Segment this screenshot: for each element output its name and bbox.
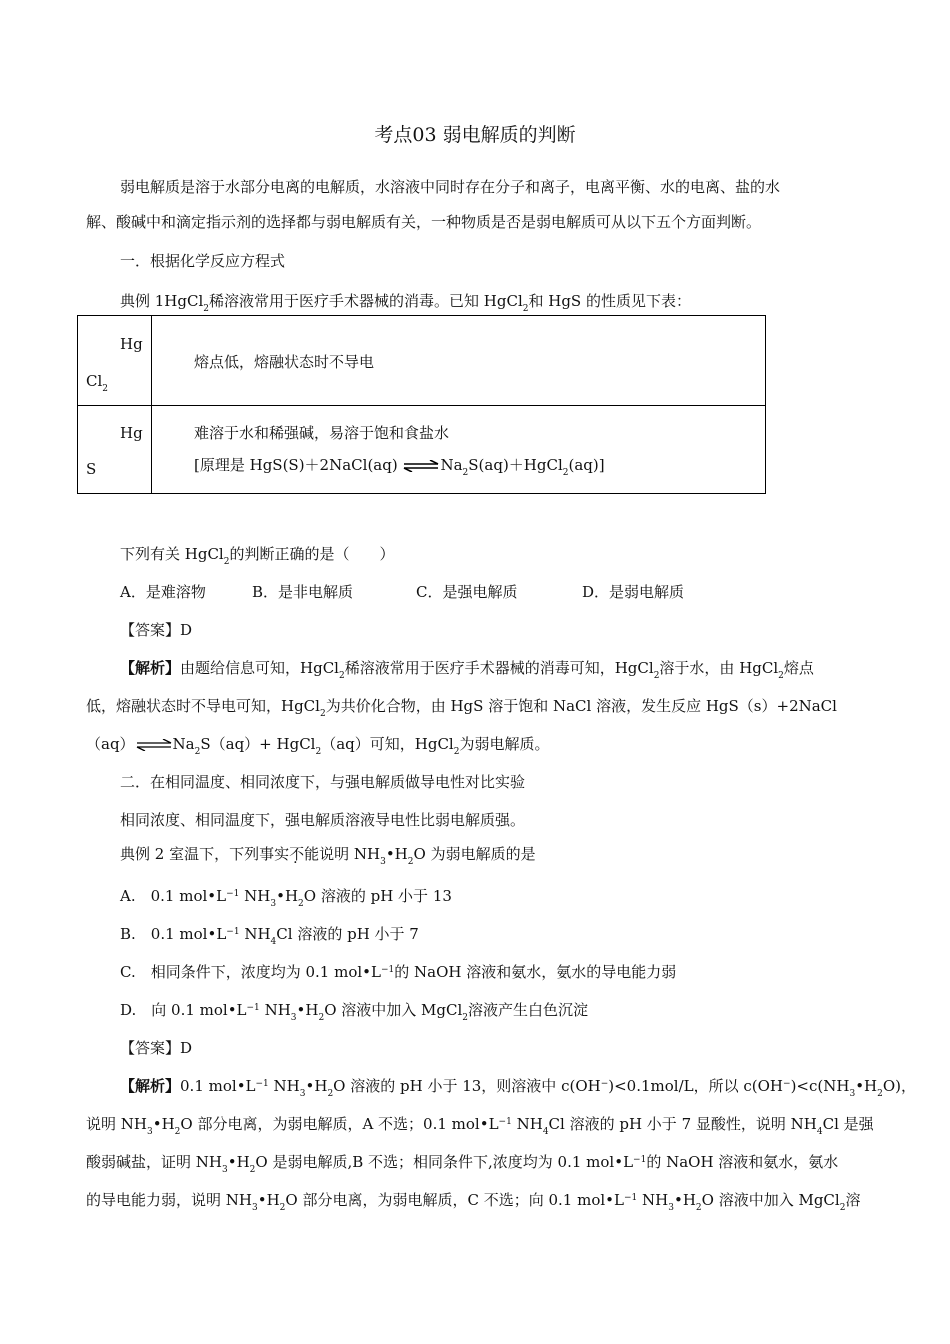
question2-option-c: C. 相同条件下，浓度均为 0.1 $mol•L^{-1}$的 NaOH 溶液和氨水，氨水的导电能力弱 [120,963,677,981]
question1-answer: 【答案】D [120,621,193,639]
question2-option-d: D. 向 0.1 $mol•L^{-1}$ $NH_3•H_2O$ 溶液中加入 MgCl$_2$溶液产生白色沉淀 [120,1001,589,1023]
question1-explanation-line2: 低，熔融状态时不导电可知，HgCl$_2$为共价化合物，由 HgS 溶于饱和 NaCl 溶液，发生反应 HgS（s）+2NaCl [86,697,837,719]
section1-heading: 一．根据化学反应方程式 [120,252,286,270]
property-table [77,315,766,494]
question2-explanation-line4: 的导电能力弱，说明 $NH_3•H_2O$ 部分电离，为弱电解质，C 不选；向 0.1 $mol•L^{-1}$ $NH_3•H_2O$ 溶液中加入 MgCl$_2$溶 [86,1191,861,1213]
substance-cell-hgcl2: Hg $Cl_2$ [78,316,152,406]
question1-explanation-line1: 【解析】由题给信息可知，HgCl$_2$稀溶液常用于医疗手术器械的消毒可知，HgCl$_2$溶于水，由 HgCl$_2$熔点 [120,659,814,681]
question1-option-a: A．是难溶物 [120,583,206,601]
table-row-hgcl2 [78,316,766,406]
section2-heading: 二．在相同温度、相同浓度下，与强电解质做导电性对比实验 [120,773,526,791]
table-row-hgs [78,406,766,494]
substance-cell-hgs: Hg S [78,406,152,494]
question1-stem: 下列有关 HgCl$_2$的判断正确的是（ ） [120,545,395,567]
example1-intro: 典例 1HgCl$_2$稀溶液常用于医疗手术器械的消毒。已知 HgCl$_2$和 HgS 的性质见下表： [120,292,691,314]
page-title: 考点03 弱电解质的判断 [374,124,576,146]
intro-line-2: 解、酸碱中和滴定指示剂的选择都与弱电解质有关，一种物质是否是弱电解质可从以下五个方面判断。 [86,213,762,231]
question2-stem: 典例 2 室温下，下列事实不能说明 $NH_3•H_2O$ 为弱电解质的是 [120,845,536,867]
intro-line-1: 弱电解质是溶于水部分电离的电解质，水溶液中同时存在分子和离子，电离平衡、水的电离、盐的水 [120,178,781,196]
question1-option-d: D．是弱电解质 [582,583,685,601]
section2-text: 相同浓度、相同温度下，强电解质溶液导电性比弱电解质强。 [120,811,526,829]
question1-option-c: C．是强电解质 [416,583,518,601]
question1-explanation-line3: （aq） $Na_2S(aq)+$ HgCl$_2$（aq）可知，HgCl$_2$为弱电解质。 [86,735,550,757]
question2-explanation-line3: 酸弱碱盐，证明 $NH_3•H_2O$ 是弱电解质,B 不选；相同条件下,浓度均为 0.1 $mol•L^{-1}$的 NaOH 溶液和氨水，氨水 [86,1153,839,1175]
question1-option-b: B．是非电解质 [252,583,354,601]
question2-answer: 【答案】D [120,1039,193,1057]
reaction-equation: [原理是 HgS(S)＋2NaCl(aq) $Na_2S(aq)+HgCl_2(aq)$] [194,456,605,478]
property-cell-hgcl2: 熔点低，熔融状态时不导电 [152,316,766,406]
question2-option-a: A. 0.1 $mol•L^{-1}$ $NH_3•H_2O$ 溶液的 pH 小于 13 [120,887,452,909]
property-cell-hgs: 难溶于水和稀强碱，易溶于饱和食盐水 [原理是 HgS(S)＋2NaCl(aq) $Na_2S(aq)+HgCl_2(aq)$] [152,406,766,494]
question2-explanation-line2: 说明 $NH_3•H_2O$ 部分电离，为弱电解质，A 不选；0.1 $mol•L^{-1}$ $NH_4Cl$ 溶液的 pH 小于 7 显酸性，说明 $NH_4Cl$ 是强 [86,1115,874,1137]
equilibrium-arrow-icon [135,739,173,751]
question2-option-b: B. 0.1 $mol•L^{-1}$ $NH_4Cl$ 溶液的 pH 小于 7 [120,925,419,947]
equilibrium-arrow-icon [402,460,440,472]
question2-explanation-line1: 【解析】0.1 $mol•L^{-1}$ $NH_3•H_2O$ 溶液的 pH 小于 13，则溶液中 c(OH−)<0.1mol/L，所以 $c(OH^-)<c(NH_3•H_2O)$， [120,1077,917,1099]
